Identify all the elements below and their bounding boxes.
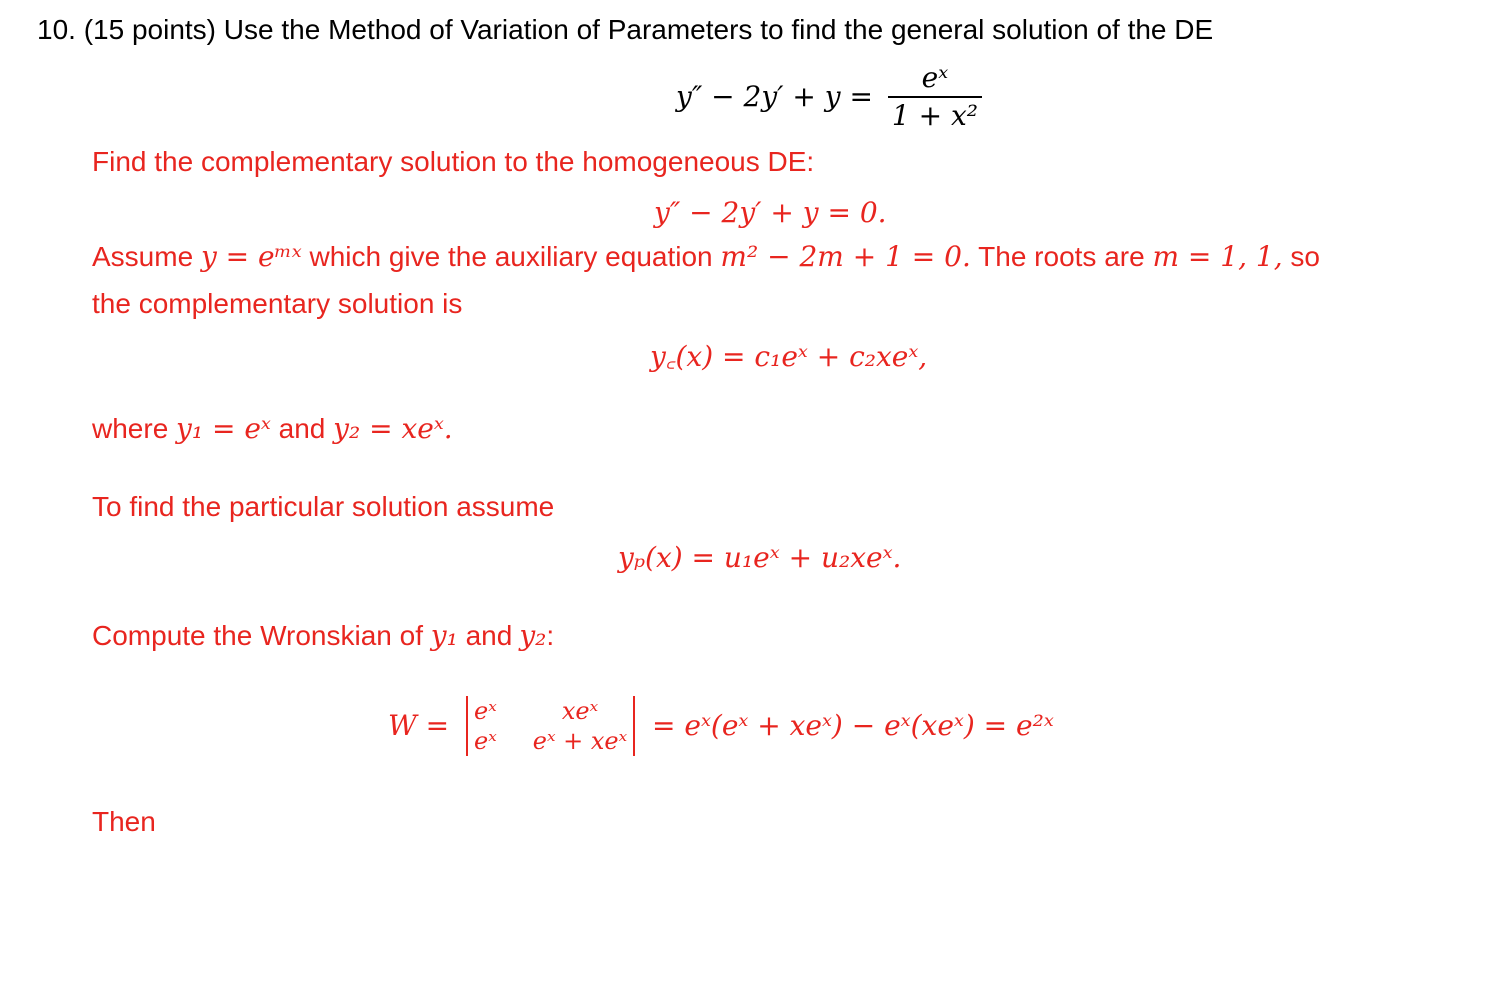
and-word: and xyxy=(278,413,326,444)
complementary-intro: the complementary solution is xyxy=(92,288,463,319)
wronskian-y2: y₂ xyxy=(519,619,547,652)
de-rhs-numerator: eˣ xyxy=(921,61,949,94)
particular-intro: To find the particular solution assume xyxy=(92,491,555,522)
wronskian-and: and xyxy=(465,620,513,651)
problem-text: Use the Method of Variation of Parameters to find the general solution of the DE xyxy=(223,14,1214,45)
de-rhs-fraction xyxy=(888,62,982,132)
wronskian-y1: y₁ xyxy=(430,619,458,652)
det-entry-22: eˣ + xeˣ xyxy=(532,727,628,755)
main-differential-equation xyxy=(676,62,982,132)
wronskian-result: = eˣ(eˣ + xeˣ) − eˣ(xeˣ) = e²ˣ xyxy=(652,709,1054,742)
y1-definition: y₁ = eˣ xyxy=(176,412,271,445)
where-line xyxy=(92,412,453,445)
problem-statement xyxy=(37,14,1213,46)
particular-solution: yₚ(x) = u₁eˣ + u₂xeˣ. xyxy=(618,541,902,574)
wronskian-determinant xyxy=(466,696,635,756)
where-word: where xyxy=(92,413,169,444)
de-rhs-denominator: 1 + x² xyxy=(888,96,982,132)
wronskian-label: W = xyxy=(388,709,450,742)
roots-text: The roots are xyxy=(978,241,1145,272)
complementary-solution: y꜀(x) = c₁eˣ + c₂xeˣ, xyxy=(650,340,928,373)
step1-text: Find the complementary solution to the homogeneous DE: xyxy=(92,146,815,177)
aux-text: which give the auxiliary equation xyxy=(309,241,713,272)
det-entry-11: eˣ xyxy=(474,697,497,725)
aux-equation: m² − 2m + 1 = 0. xyxy=(720,240,971,273)
assume-word: Assume xyxy=(92,241,194,272)
wronskian-equation xyxy=(388,696,1054,756)
homogeneous-equation: y″ − 2y′ + y = 0. xyxy=(654,196,887,229)
wronskian-intro-line xyxy=(92,619,554,652)
det-entry-21: eˣ xyxy=(474,727,497,755)
problem-number: 10. xyxy=(37,14,76,45)
assume-expr: y = eᵐˣ xyxy=(200,240,302,273)
assume-line xyxy=(92,240,1320,273)
wronskian-colon: : xyxy=(546,620,555,651)
roots-expr: m = 1, 1, xyxy=(1152,240,1283,273)
wronskian-intro: Compute the Wronskian of xyxy=(92,620,423,651)
det-entry-12: xeˣ xyxy=(561,697,599,725)
problem-points: (15 points) xyxy=(83,14,217,45)
y2-definition: y₂ = xeˣ. xyxy=(333,412,453,445)
de-lhs: y″ − 2y′ + y = xyxy=(676,80,873,113)
so-word: so xyxy=(1290,241,1320,272)
then-word: Then xyxy=(92,806,156,837)
